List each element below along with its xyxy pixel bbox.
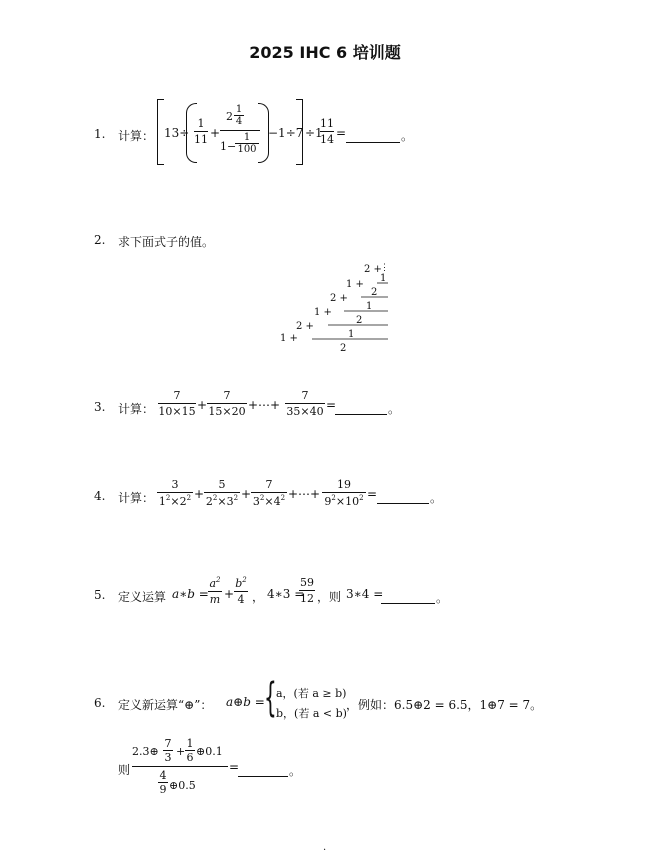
- expr-text: 3∗4 =: [346, 587, 384, 601]
- question-label: 计算：: [118, 129, 155, 143]
- fraction: 3 $1^2\times 2^2$: [158, 478, 192, 508]
- fraction: 5 $2^2\times 3^2$: [205, 478, 239, 508]
- case-text: b，(若 a < b): [276, 707, 347, 720]
- equals: =: [336, 126, 347, 140]
- question-label: 求下面式子的值。: [118, 235, 215, 249]
- ellipsis: +⋯+: [288, 487, 321, 501]
- continued-fraction: [276, 257, 406, 357]
- left-bracket: [157, 99, 164, 165]
- example-text: ，例如：6.5⊕2 = 6.5，1⊕7 = 7。: [346, 698, 543, 712]
- question-text: ，则: [317, 590, 342, 604]
- page-title: 2025 IHC 6 培训题: [249, 43, 401, 62]
- separator: ，: [252, 590, 265, 604]
- fraction: 7 $3^2\times 4^2$: [252, 478, 286, 508]
- plus: +: [194, 487, 205, 501]
- period: 。: [388, 402, 401, 416]
- fraction: 59 12: [300, 576, 314, 605]
- cf-term: 1 +: [280, 333, 298, 344]
- plus: +: [224, 587, 235, 601]
- cf-term: 1: [348, 329, 355, 340]
- expr-text: a⊕b =: [226, 695, 265, 709]
- cf-term: 2 +: [330, 293, 348, 304]
- expr-text: 4∗3 =: [267, 587, 305, 601]
- fraction: 7 10×15: [158, 389, 196, 418]
- fraction: 7 35×40: [286, 389, 324, 418]
- footer-mark: .: [323, 842, 327, 853]
- cf-term: 2 +: [364, 264, 382, 275]
- plus: +: [241, 487, 252, 501]
- answer-blank[interactable]: [346, 126, 400, 143]
- plus: +: [197, 398, 208, 412]
- right-bracket: [296, 99, 303, 165]
- question-label: 计算：: [118, 491, 155, 505]
- question-number: 4.: [94, 489, 106, 503]
- brace: {: [264, 675, 277, 721]
- question-label: 计算：: [118, 402, 155, 416]
- answer-blank[interactable]: [335, 398, 387, 415]
- cf-term: 1: [366, 301, 373, 312]
- equals: =: [326, 398, 337, 412]
- fraction: 7 15×20: [208, 389, 246, 418]
- expr-text: −1÷7: [268, 126, 304, 140]
- case-text: a，(若 a ≥ b): [276, 687, 347, 700]
- equals: =: [367, 487, 378, 501]
- period: 。: [289, 764, 302, 778]
- ellipsis: +⋯+: [248, 398, 281, 412]
- expr-text: a∗b =: [172, 587, 209, 601]
- complex-fraction: [132, 737, 228, 795]
- denominator: 4 9 ⊕0.5: [159, 769, 196, 796]
- question-label: 定义运算: [118, 590, 167, 604]
- cf-term: 1 +: [346, 279, 364, 290]
- answer-blank[interactable]: [238, 760, 288, 777]
- numerator: 2.3⊕ 7 3 + 1 6 ⊕0.1: [132, 737, 223, 764]
- question-number: 5.: [94, 588, 106, 602]
- question-text: 则: [118, 763, 131, 777]
- question-label: 定义新运算“⊕”：: [118, 698, 213, 712]
- fraction: $b^2$ 4: [235, 576, 247, 606]
- cf-term: 2 +: [296, 321, 314, 332]
- expr-text: 13÷: [164, 126, 190, 140]
- period: 。: [401, 129, 414, 143]
- answer-blank[interactable]: [377, 487, 429, 504]
- question-number: 6.: [94, 696, 106, 710]
- equals: =: [229, 760, 240, 774]
- cf-term: 2: [371, 287, 378, 298]
- cf-term: 1 +: [314, 307, 332, 318]
- fraction: $a^2$ m: [209, 576, 221, 606]
- expr-text: +: [210, 126, 221, 140]
- cf-term: 1: [380, 273, 387, 284]
- period: 。: [430, 491, 443, 505]
- question-number: 2.: [94, 233, 106, 247]
- question-number: 3.: [94, 400, 106, 414]
- answer-blank[interactable]: [381, 587, 435, 604]
- cf-term: 2: [340, 343, 347, 354]
- fraction: 11 14: [320, 117, 334, 146]
- period: 。: [436, 591, 449, 605]
- cf-term: 2: [356, 315, 363, 326]
- cf-dots: ⋮: [380, 263, 389, 273]
- question-number: 1.: [94, 127, 106, 141]
- expr-text: ÷1: [305, 126, 323, 140]
- complex-fraction: 2 1 4 1− 1 100: [220, 104, 260, 158]
- fraction: 19 $9^2\times 10^2$: [322, 478, 366, 508]
- fraction: 1 11: [194, 117, 208, 146]
